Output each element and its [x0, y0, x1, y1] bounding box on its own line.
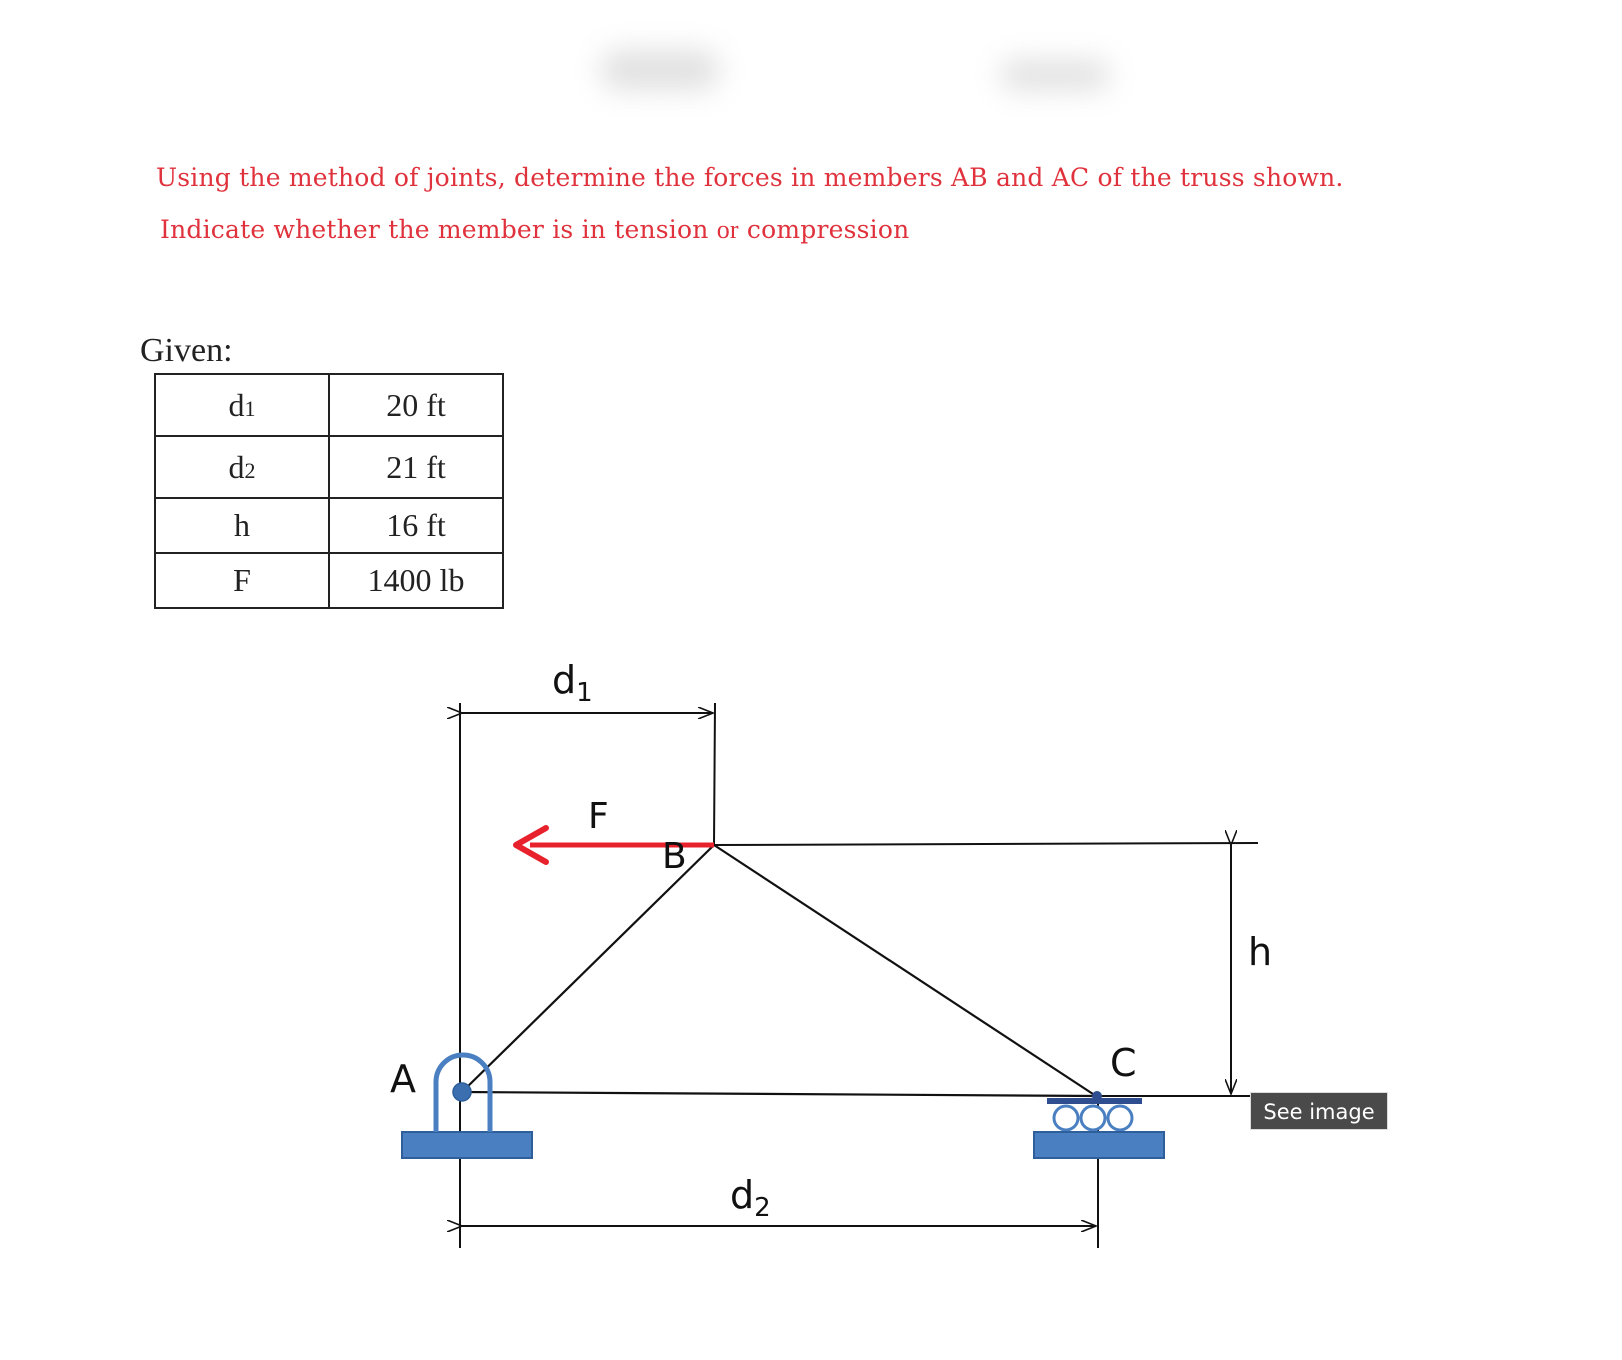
see-image-button[interactable]: See image [1250, 1092, 1388, 1130]
joint-a-label: A [390, 1057, 416, 1101]
roller-1 [1054, 1106, 1078, 1130]
problem-line-1: Using the method of joints, determine the forces in members AB and AC of the truss shown. [156, 163, 1344, 192]
param-value-d2: 21 ft [329, 436, 503, 498]
problem-or-word: or [716, 215, 739, 244]
problem-line-2-end: compression [738, 215, 910, 244]
param-name-base: h [234, 507, 250, 543]
d1-extension-right [714, 703, 715, 845]
support-a-base [402, 1132, 532, 1158]
member-bc [714, 845, 1096, 1096]
force-label: F [588, 796, 609, 837]
param-value-d1: 20 ft [329, 374, 503, 436]
member-ab [462, 845, 714, 1092]
param-name-sub: 1 [244, 395, 256, 421]
roller-3 [1108, 1106, 1132, 1130]
h-label: h [1248, 930, 1273, 974]
param-name-base: F [233, 562, 251, 598]
member-ac [462, 1092, 1096, 1096]
param-name-sub: 2 [244, 457, 256, 483]
param-value-h: 16 ft [329, 498, 503, 553]
support-c-base [1034, 1132, 1164, 1158]
param-name-base: d [228, 448, 245, 485]
roller-2 [1081, 1106, 1105, 1130]
joint-c-label: C [1110, 1041, 1137, 1085]
h-extension-top [714, 843, 1258, 845]
given-label: Given: [140, 332, 233, 369]
joint-c-pin [1092, 1091, 1102, 1101]
joint-a-pin [453, 1083, 471, 1101]
param-name-base: d [228, 386, 245, 423]
param-value-f: 1400 lb [329, 553, 503, 608]
d1-label: $d_1$ [552, 658, 593, 708]
joint-b-label: B [662, 836, 687, 877]
d2-label: $d_2$ [730, 1173, 771, 1223]
problem-line-2-start: Indicate whether the member is in tension [160, 215, 717, 244]
